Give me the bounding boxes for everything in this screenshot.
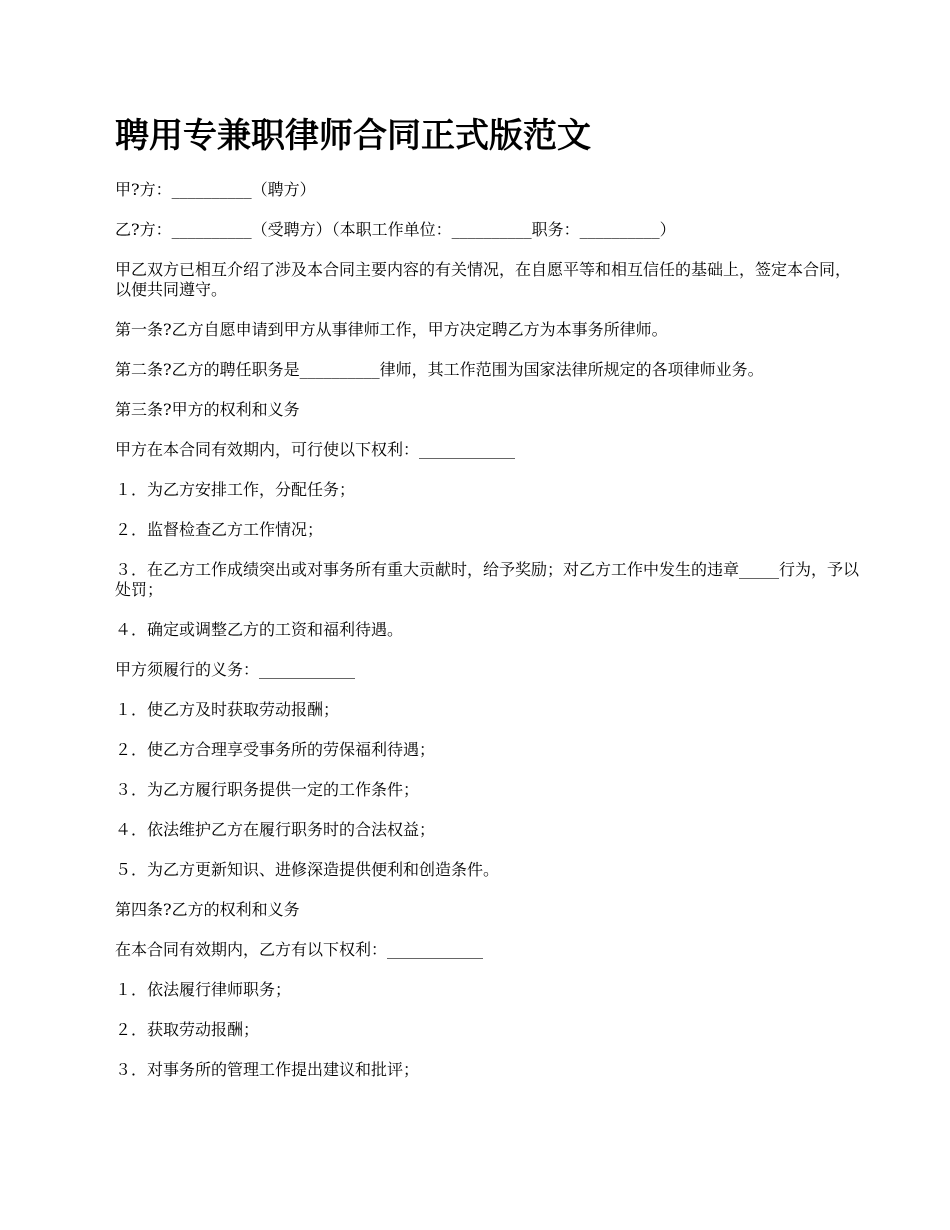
party-a-right-1: １．为乙方安排工作，分配任务； (115, 480, 356, 499)
party-a-right-2: ２．监督检查乙方工作情况； (115, 520, 324, 539)
party-a-rights-intro: 甲方在本合同有效期内，可行使以下权利：____________ (115, 440, 516, 459)
party-a-duty-1: １．使乙方及时获取劳动报酬； (115, 700, 340, 719)
party-b-right-2: ２．获取劳动报酬； (115, 1020, 260, 1039)
document-title: 聘用专兼职律师合同正式版范文 (115, 116, 591, 156)
party-b-line: 乙?方：__________（受聘方）（本职工作单位：__________职务：__________） (115, 220, 676, 239)
article-2: 第二条?乙方的聘任职务是__________律师，其工作范围为国家法律所规定的各项律师业务。 (115, 360, 764, 379)
party-b-rights-intro: 在本合同有效期内，乙方有以下权利：____________ (115, 940, 484, 959)
article-1: 第一条?乙方自愿申请到甲方从事律师工作，甲方决定聘乙方为本事务所律师。 (115, 320, 668, 339)
party-b-right-3: ３．对事务所的管理工作提出建议和批评； (115, 1060, 420, 1079)
party-a-duty-5: ５．为乙方更新知识、进修深造提供便利和创造条件。 (115, 860, 500, 879)
preamble-paragraph: 甲乙双方已相互介绍了涉及本合同主要内容的有关情况，在自愿平等和相互信任的基础上，签定本合同，以便共同遵守。 (115, 260, 852, 299)
party-a-duty-4: ４．依法维护乙方在履行职务时的合法权益； (115, 820, 436, 839)
party-b-right-1: １．依法履行律师职务； (115, 980, 292, 999)
party-a-line: 甲?方：__________（聘方） (115, 180, 316, 199)
party-a-duty-3: ３．为乙方履行职务提供一定的工作条件； (115, 780, 420, 799)
party-a-duties-intro: 甲方须履行的义务：____________ (115, 660, 356, 679)
party-a-right-3: ３．在乙方工作成绩突出或对事务所有重大贡献时，给予奖励；对乙方工作中发生的违章_____行为，予以处罚； (115, 560, 860, 599)
party-a-right-4: ４．确定或调整乙方的工资和福利待遇。 (115, 620, 404, 639)
party-a-duty-2: ２．使乙方合理享受事务所的劳保福利待遇； (115, 740, 436, 759)
article-3-heading: 第三条?甲方的权利和义务 (115, 400, 300, 419)
document-page (115, 112, 865, 1100)
article-4-heading: 第四条?乙方的权利和义务 (115, 900, 300, 919)
